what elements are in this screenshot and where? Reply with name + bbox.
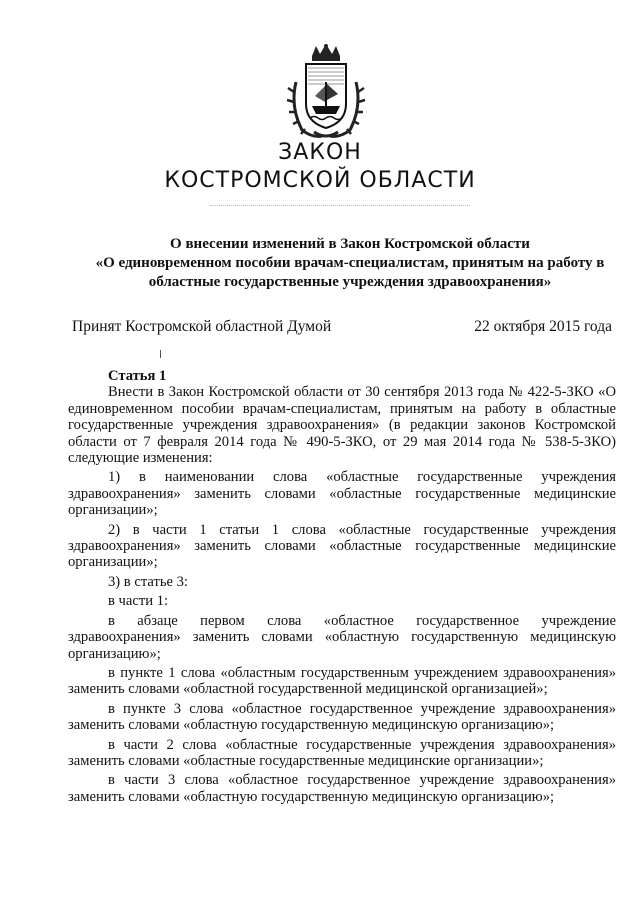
paragraph: в абзаце первом слова «областное государственное учреждение здравоохранения» заменить словами «областную государственную медицинскую организацию»; (68, 612, 616, 662)
law-subject (70, 235, 630, 292)
paragraph: в части 1: (108, 593, 169, 610)
paragraph: 3) в статье 3: (108, 573, 188, 590)
law-title-line2: КОСТРОМСКОЙ ОБЛАСТИ (164, 168, 476, 193)
paragraph: 1) в наименовании слова «областные государственные учреждения здравоохранения» заменить словами «областные государственные медицинские организации»; (68, 469, 616, 519)
subject-line: «О единовременном пособии врачам-специалистам, принятым на работу в (95, 255, 605, 271)
kostroma-coat-of-arms-icon (282, 42, 370, 142)
paragraph: в части 3 слова «областное государственное учреждение здравоохранения» заменить словами «областную государственную медицинскую организацию»; (68, 772, 616, 805)
subject-line: областные государственные учреждения здравоохранения» (148, 274, 552, 290)
adopted-by: Принят Костромской областной Думой (72, 318, 332, 335)
paragraph: в пункте 3 слова «областное государственное учреждение здравоохранения» заменить словами «областную государственную медицинскую организацию»; (68, 700, 616, 734)
adopted-date: 22 октября 2015 года (474, 318, 612, 335)
divider (210, 205, 470, 206)
law-title-line1: ЗАКОН (278, 140, 362, 165)
article-heading: Статья 1 (108, 368, 167, 384)
subject-line: О внесении изменений в Закон Костромской области (170, 236, 530, 252)
paragraph: Внести в Закон Костромской области от 30 сентября 2013 года № 422-5-ЗКО «О единовременном пособии врачам-специалистам, принятым на работу в областные государственные учреждения здравоохранения» (в редакции законов Костромской области от 7 февраля 2014 года № 490-5-ЗКО, от 29 мая 2014 года № 538-5-ЗКО) следующие изменения: (68, 384, 616, 467)
scan-mark (160, 350, 161, 358)
paragraph: 2) в части 1 статьи 1 слова «областные государственные учреждения здравоохранения» заменить словами «областные государственные медицинские организации»; (68, 521, 616, 571)
paragraph: в пункте 1 слова «областным государственным учреждением здравоохранения» заменить словами «областной государственной медицинской организацией»; (68, 664, 616, 698)
paragraph: в части 2 слова «областные государственные учреждения здравоохранения» заменить словами «областные государственные медицинские организации»; (68, 736, 616, 769)
law-body (68, 368, 616, 805)
